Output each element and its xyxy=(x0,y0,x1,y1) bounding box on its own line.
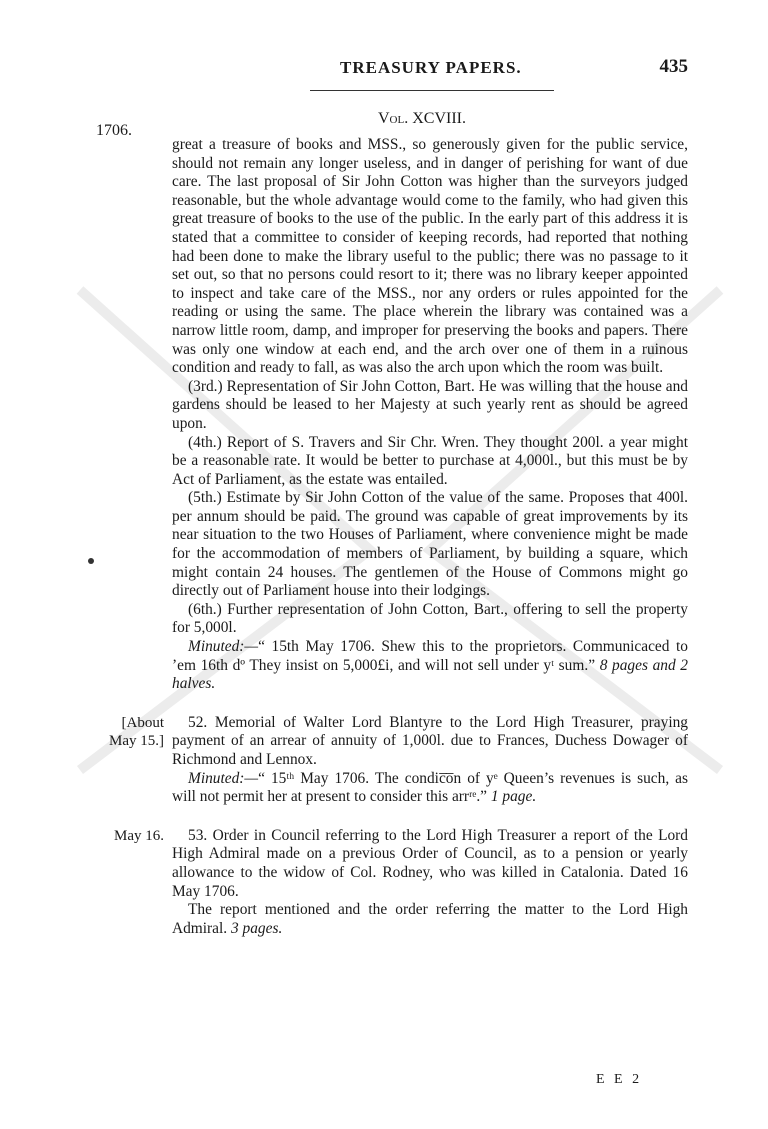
paragraph: great a treasure of books and MSS., so generously given for the public service, should not remain any longer useless, and in danger of perishing for want of due care. The last proposal of Sir John Cotton was higher than the surveyors judged reasonable, but the whole advantage would come to the family, who had given this great treasure of books to the use of the public. In the early part of this address it is stated that a committee to consider of keeping records, had reported that nothing had been done to make the library useful to the public; there was no passage to it set out, so that no persons could resort to it; there was no library keeper appointed to inspect and take care of the MSS., nor any orders or rules appointed for the reading or using the same. The place wherein the library was contained was a narrow little room, damp, and improper for preserving the books and papers. There was only one window at each end, and the arch over one of them in a ruinous condition and ready to fall, as was also the arch upon which the room was built. xyxy=(172,136,688,377)
volume-heading: Vol. XCVIII. xyxy=(378,110,466,127)
margin-year: 1706. xyxy=(96,122,132,139)
page-number: 435 xyxy=(659,56,688,77)
margin-date: May 16. xyxy=(114,827,164,844)
header-rule xyxy=(310,90,554,91)
note-text: The report mentioned and the order referring the matter to the Lord High Admiral. xyxy=(172,901,688,937)
minute-paragraph xyxy=(172,770,688,807)
minute-paragraph xyxy=(172,638,688,694)
margin-mark xyxy=(88,558,94,564)
page-count: 1 page. xyxy=(490,788,537,806)
entry-52 xyxy=(109,713,688,770)
minute-label: Minuted:— xyxy=(188,638,259,656)
note-paragraph xyxy=(172,901,688,938)
minute-text: “ 15ᵗʰ May 1706. The condic̅o̅n of yᵉ Queen’s revenues is such, as will not permit her at present to consider this arrʳᵉ.” xyxy=(172,769,688,806)
document-body xyxy=(109,136,688,938)
paragraph: (4th.) Report of S. Travers and Sir Chr. Wren. They thought 200l. a year might be a reasonable rate. It would be better to purchase at 4,000l., but this must be by Act of Parliament, as the estate was entailed. xyxy=(172,433,688,488)
running-title: TREASURY PAPERS. xyxy=(340,58,522,77)
entry-text: 52. Memorial of Walter Lord Blantyre to the Lord High Treasurer, praying payment of an arrear of annuity of 1,000l. due to Frances, Duchess Dowager of Richmond and Lennox. xyxy=(172,713,688,768)
entry-53 xyxy=(114,826,688,901)
page-count: 8 pages and 2 halves. xyxy=(172,656,688,693)
paragraph: (5th.) Estimate by Sir John Cotton of the value of the same. Proposes that 400l. per annum should be paid. The ground was capable of great improvements by its near situation to the two Houses of Parliament, where convenience might be made for the accommodation of members of Parliament, by building a square, which might contain 24 houses. The gentlemen of the House of Commons might go directly out of Parliament house into their lodgings. xyxy=(172,489,688,600)
page-header xyxy=(172,58,688,88)
signature-mark: E E 2 xyxy=(596,1072,643,1087)
minute-label: Minuted:— xyxy=(188,769,259,787)
minute-text: “ 15th May 1706. Shew this to the proprietors. Communicaced to ’em 16th dº They insist on 5,000£i, and will not sell under yᵗ sum.” xyxy=(172,638,688,674)
paragraph: (6th.) Further representation of John Cotton, Bart., offering to sell the property for 5,000l. xyxy=(172,600,688,637)
entry-text: 53. Order in Council referring to the Lord High Treasurer a report of the Lord High Admiral made on a previous Order of Council, as to a pension or yearly allowance to the widow of Col. Rodney, who was killed in Catalonia. Dated 16 May 1706. xyxy=(172,826,688,900)
margin-date: [About May 15.] xyxy=(109,714,164,750)
page-count: 3 pages. xyxy=(231,919,283,937)
paragraph: (3rd.) Representation of Sir John Cotton, Bart. He was willing that the house and gardens should be leased to her Majesty at such yearly rent as should be agreed upon. xyxy=(172,377,688,432)
